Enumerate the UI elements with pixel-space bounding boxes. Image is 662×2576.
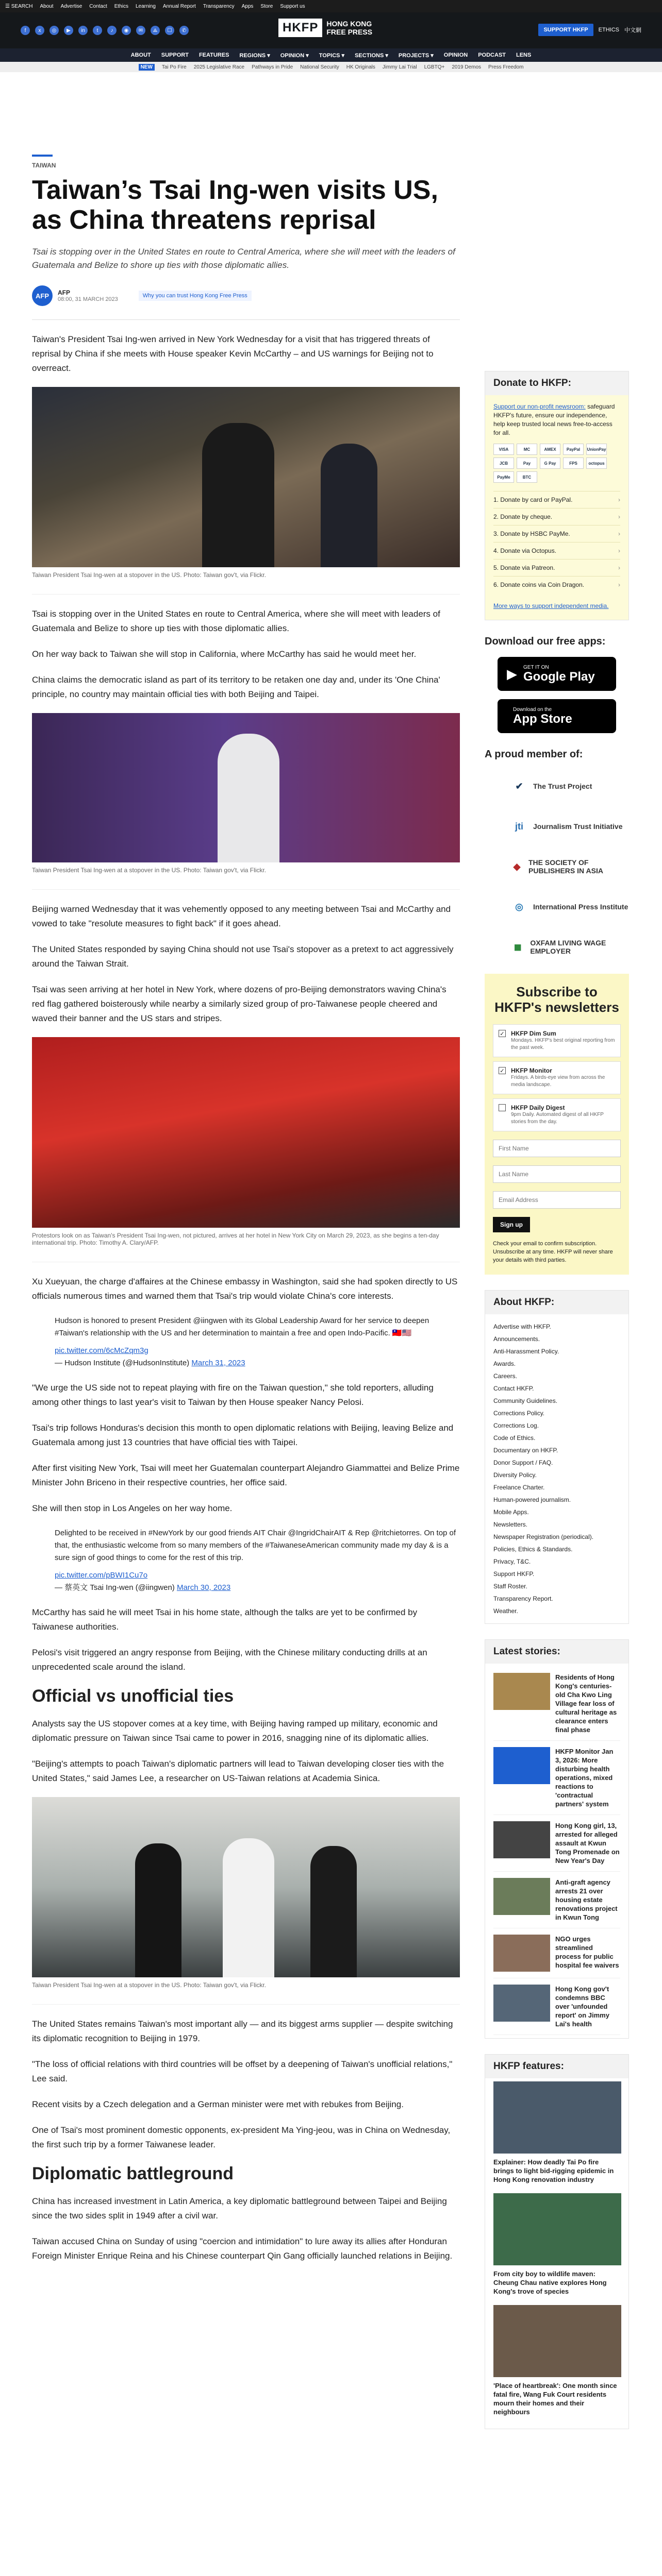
figure-shape bbox=[135, 1843, 181, 1977]
newsletter-option-text bbox=[511, 1104, 615, 1126]
last-name-input[interactable] bbox=[493, 1165, 621, 1183]
article-photo bbox=[32, 1037, 460, 1228]
donate-option[interactable] bbox=[493, 491, 620, 508]
member-mark-icon: ◎ bbox=[515, 901, 523, 912]
newsletter-widget bbox=[485, 974, 629, 1275]
figure-shape bbox=[321, 444, 377, 567]
article-photo bbox=[32, 1797, 460, 1977]
article-lede: Tsai is stopping over in the United States en route to Central America, where she will meet with the leaders of Guatemala and Belize to shore up ties with those diplomatic allies. bbox=[32, 247, 455, 270]
newsletter-option[interactable] bbox=[493, 1024, 621, 1057]
about-link[interactable]: Diversity Policy. bbox=[493, 1471, 537, 1479]
feature-item[interactable] bbox=[493, 2081, 620, 2184]
topic-link[interactable]: 2025 Legislative Race bbox=[193, 64, 245, 70]
about-link[interactable]: Careers. bbox=[493, 1372, 518, 1380]
social-icons bbox=[21, 26, 189, 35]
contact-link[interactable]: Contact bbox=[89, 3, 107, 9]
author-avatar: AFP bbox=[32, 285, 53, 306]
figure-shape bbox=[310, 1846, 357, 1977]
story-thumbnail bbox=[493, 1935, 550, 1972]
payment-card-icon: octopus bbox=[586, 457, 607, 469]
social-icon[interactable]: ⟁ bbox=[151, 26, 160, 35]
member-name: The Trust Project bbox=[533, 782, 592, 790]
about-link[interactable]: Policies, Ethics & Standards. bbox=[493, 1546, 573, 1553]
payment-card-icon: Pay bbox=[517, 457, 537, 469]
feature-title: 'Place of heartbreak': One month since fatal fire, Wang Fuk Court residents mourn their homes and their neighbours bbox=[493, 2382, 617, 2416]
paragraph: Recent visits by a Czech delegation and a German minister were met with rebukes from Beijing. bbox=[32, 2099, 404, 2109]
paragraph: One of Tsai's most prominent domestic opponents, ex-president Ma Ying-jeou, was in China on Wednesday, the first such trip by a former Taiwanese leader. bbox=[32, 2125, 451, 2149]
google-play-small: GET IT ON bbox=[523, 664, 549, 670]
member-logo[interactable] bbox=[485, 930, 629, 963]
latest-story[interactable] bbox=[493, 1667, 620, 1741]
category-accent bbox=[32, 155, 53, 157]
nav-item[interactable]: SECTIONS ▾ bbox=[355, 52, 388, 59]
member-name: THE SOCIETY OF PUBLISHERS IN ASIA bbox=[528, 858, 603, 875]
paragraph: China has increased investment in Latin America, a key diplomatic battleground between Taipei and Beijing since the two sides split in 1949 after a civil war. bbox=[32, 2196, 447, 2221]
google-play-badge[interactable] bbox=[498, 657, 616, 691]
play-icon: ▶ bbox=[507, 666, 517, 682]
latest-title: Latest stories: bbox=[485, 1640, 628, 1664]
latest-story[interactable] bbox=[493, 1815, 620, 1872]
logo-line-2: FREE PRESS bbox=[326, 28, 373, 36]
paragraph: "We urge the US side not to repeat playing with fire on the Taiwan question," she told reporters, alluding among other things to last year's visit to Taiwan by then House speaker Nancy Pelosi. bbox=[32, 1383, 434, 1407]
site-header bbox=[0, 12, 662, 48]
social-icon[interactable]: ◉ bbox=[122, 26, 131, 35]
store-link[interactable]: Store bbox=[260, 3, 273, 9]
about-link[interactable]: Privacy, T&C. bbox=[493, 1558, 531, 1565]
donate-option[interactable] bbox=[493, 559, 620, 576]
payment-card-icon: AMEX bbox=[540, 444, 560, 455]
newsletter-option-text bbox=[511, 1030, 615, 1052]
donate-option-label: 1. Donate by card or PayPal. bbox=[493, 496, 573, 503]
nav-item[interactable]: PROJECTS ▾ bbox=[398, 52, 434, 59]
about-link[interactable]: Corrections Policy. bbox=[493, 1410, 545, 1417]
about-title: About HKFP: bbox=[485, 1291, 628, 1314]
topic-link[interactable]: 2019 Demos bbox=[452, 64, 482, 70]
paragraph: "The loss of official relations with third countries will be offset by a deepening of Taiwan's unofficial relations," Lee said. bbox=[32, 2059, 453, 2083]
payment-card-icon: BTC bbox=[517, 471, 537, 483]
support-hkfp-button[interactable]: SUPPORT HKFP bbox=[538, 24, 593, 36]
first-name-input[interactable] bbox=[493, 1140, 621, 1157]
member-name: International Press Institute bbox=[533, 903, 628, 911]
paragraph: "Beijing's attempts to poach Taiwan's diplomatic partners will lead to Taiwan developing closer ties with the United States," said James Lee, a researcher on US-Taiwan relations at Academia Sinica. bbox=[32, 1759, 444, 1783]
story-thumbnail bbox=[493, 1985, 550, 2022]
nav-item[interactable]: OPINION bbox=[443, 52, 468, 58]
nav-item[interactable]: ABOUT bbox=[130, 52, 151, 58]
newsletter-desc: 9pm Daily. Automated digest of all HKFP stories from the day. bbox=[511, 1112, 604, 1125]
paragraph: The United States responded by saying China should not use Tsai's stopover as a pretext to act aggressively around the Taiwan Strait. bbox=[32, 944, 454, 969]
member-title: A proud member of: bbox=[485, 749, 583, 760]
payment-card-icon: MC bbox=[517, 444, 537, 455]
donate-option[interactable] bbox=[493, 508, 620, 525]
newsletter-desc: Mondays. HKFP's best original reporting from the past week. bbox=[511, 1038, 615, 1050]
donate-intro-text: safeguard HKFP's future, ensure our independence, help keep trusted local news free-to-access for all. bbox=[493, 403, 615, 436]
nav-item[interactable]: FEATURES bbox=[198, 52, 229, 58]
latest-story[interactable] bbox=[493, 1741, 620, 1815]
google-play-big: Google Play bbox=[523, 669, 595, 684]
transparency-link[interactable]: Transparency bbox=[203, 3, 235, 9]
topic-link[interactable]: LGBTQ+ bbox=[424, 64, 445, 70]
apps-title: Download our free apps: bbox=[485, 636, 606, 647]
donate-option-label: 5. Donate via Patreon. bbox=[493, 564, 555, 571]
chevron-right-icon: › bbox=[618, 496, 620, 503]
paragraph: Taiwan accused China on Sunday of using "coercion and intimidation" to lure away its allies after Honduran Foreign Minister Enrique Reina and his Chinese counterpart Qin Gang officially launched relations in Beijing. bbox=[32, 2236, 453, 2261]
logo-mark: HKFP bbox=[278, 19, 322, 37]
newsletter-title: Subscribe to HKFP's newsletters bbox=[494, 984, 619, 1015]
donate-title: Donate to HKFP: bbox=[485, 371, 628, 395]
payment-card-icon: PayMe bbox=[493, 471, 514, 483]
about-link[interactable]: Human-powered journalism. bbox=[493, 1496, 571, 1503]
tweet-date[interactable]: March 30, 2023 bbox=[176, 1583, 231, 1592]
donate-body bbox=[485, 395, 628, 620]
embedded-tweet bbox=[32, 1315, 460, 1369]
donate-option-label: 2. Donate by cheque. bbox=[493, 513, 553, 520]
chevron-right-icon: › bbox=[618, 530, 620, 537]
latest-widget bbox=[485, 1639, 629, 2039]
donate-options bbox=[493, 491, 620, 593]
support-us-link[interactable]: Support us bbox=[280, 3, 305, 9]
paragraph: Beijing warned Wednesday that it was vehemently opposed to any meeting between Tsai and McCarthy and vowed to take "resolute measures to fight back" if it goes ahead. bbox=[32, 904, 451, 928]
paragraph: Pelosi's visit triggered an angry response from Beijing, with the Chinese military conducting drills at an unprecedented scale around the island. bbox=[32, 1648, 427, 1672]
byline-text bbox=[58, 289, 118, 302]
figure-shape bbox=[218, 734, 279, 862]
byline bbox=[32, 285, 460, 320]
figure-shape bbox=[223, 1838, 274, 1977]
about-link[interactable]: Code of Ethics. bbox=[493, 1434, 536, 1442]
paragraph: Tsai was seen arriving at her hotel in New York, where dozens of pro-Beijing demonstrators waving China's red flag gathered boisterously while nearby a similarly sized group of pro-Taiwanese people cheered and waved their banner and the US stars and stripes. bbox=[32, 985, 446, 1023]
paragraph: McCarthy has said he will meet Tsai in his home state, although the talks are yet to be confirmed by Taiwanese authorities. bbox=[32, 1607, 418, 1632]
story-thumbnail bbox=[493, 1821, 550, 1858]
embedded-tweet bbox=[32, 1527, 460, 1594]
newsletter-option[interactable] bbox=[493, 1098, 621, 1131]
new-badge: NEW bbox=[139, 64, 155, 71]
newsletter-desc: Fridays. A birds-eye view from across the media landscape. bbox=[511, 1075, 605, 1088]
about-widget bbox=[485, 1290, 629, 1624]
nav-item[interactable]: LENS bbox=[516, 52, 532, 58]
about-link[interactable]: Freelance Charter. bbox=[493, 1484, 545, 1491]
tweet-link[interactable]: pic.twitter.com/6cMcZqm3g bbox=[55, 1346, 148, 1355]
member-name: Journalism Trust Initiative bbox=[533, 822, 623, 831]
section-heading: Official vs unofficial ties bbox=[32, 1686, 234, 1706]
topic-link[interactable]: Jimmy Lai Trial bbox=[382, 64, 417, 70]
about-link[interactable]: Contact HKFP. bbox=[493, 1385, 534, 1392]
paragraph: On her way back to Taiwan she will stop in California, where McCarthy has said he would meet her. bbox=[32, 649, 417, 659]
more-ways-link[interactable]: More ways to support independent media. bbox=[493, 602, 609, 609]
newsletter-name: HKFP Daily Digest bbox=[511, 1104, 565, 1111]
nav-item[interactable]: OPINION ▾ bbox=[280, 52, 309, 59]
tweet-attribution: — Hudson Institute (@HudsonInstitute) bbox=[55, 1359, 190, 1367]
newsletter-fine-print: Check your email to confirm subscription. Unsubscribe at any time. HKFP will never share your details with third parties. bbox=[493, 1241, 613, 1263]
social-icon[interactable]: ▶ bbox=[64, 26, 73, 35]
feature-image bbox=[493, 2193, 621, 2265]
about-link[interactable]: Weather. bbox=[493, 1607, 518, 1615]
member-mark-icon: ✔ bbox=[515, 781, 523, 791]
newsletter-option[interactable] bbox=[493, 1061, 621, 1094]
section-heading: Diplomatic battleground bbox=[32, 2164, 234, 2183]
features-list bbox=[485, 2078, 628, 2429]
payment-card-icon: VISA bbox=[493, 444, 514, 455]
chevron-right-icon: › bbox=[618, 547, 620, 554]
story-thumbnail bbox=[493, 1673, 550, 1710]
topic-link[interactable]: Pathways in Pride bbox=[252, 64, 293, 70]
social-icon[interactable]: ◎ bbox=[49, 26, 59, 35]
about-link[interactable]: About bbox=[40, 3, 54, 9]
sidebar bbox=[485, 371, 629, 2445]
feature-item[interactable] bbox=[493, 2305, 620, 2416]
about-link[interactable]: Advertise with HKFP. bbox=[493, 1323, 551, 1330]
newsletter-option-text bbox=[511, 1067, 615, 1089]
donate-option-label: 4. Donate via Octopus. bbox=[493, 547, 557, 554]
feature-image bbox=[493, 2305, 621, 2377]
social-icon[interactable]: ☐ bbox=[165, 26, 174, 35]
about-link[interactable]: Support HKFP. bbox=[493, 1570, 535, 1578]
donate-option-label: 3. Donate by HSBC PayMe. bbox=[493, 530, 570, 537]
donate-option[interactable] bbox=[493, 576, 620, 593]
tweet-attribution: — 蔡英文 Tsai Ing-wen (@iingwen) bbox=[55, 1583, 175, 1592]
features-widget bbox=[485, 2054, 629, 2429]
about-link[interactable]: Donor Support / FAQ. bbox=[493, 1459, 553, 1466]
tweet-text: Hudson is honored to present President @iingwen with its Global Leadership Award for her service to deepen #Taiwan's relationship with the US and her determination to maintain a free and open Indo-Pacific. 🇹🇼🇺🇸 bbox=[55, 1316, 429, 1337]
story-title: Anti-graft agency arrests 21 over housing estate renovations project in Kwun Tong bbox=[555, 1878, 618, 1921]
app-store-text bbox=[513, 707, 572, 726]
search-link[interactable]: ☰ SEARCH bbox=[5, 3, 33, 9]
checkbox[interactable]: ✓ bbox=[499, 1067, 506, 1074]
member-logo[interactable] bbox=[485, 770, 629, 803]
story-title: Hong Kong gov't condemns BBC over 'unfounded report' on Jimmy Lai's health bbox=[555, 1985, 609, 2028]
member-logos bbox=[485, 770, 629, 963]
about-links bbox=[485, 1314, 628, 1623]
about-link[interactable]: Mobile Apps. bbox=[493, 1509, 529, 1516]
paragraph: The United States remains Taiwan's most important ally — and its biggest arms supplier — despite switching its diplomatic recognition to Beijing in 1979. bbox=[32, 2019, 453, 2043]
ethics-header-link[interactable]: ETHICS bbox=[598, 27, 619, 33]
story-title: NGO urges streamlined process for public hospital fee waivers bbox=[555, 1935, 619, 1969]
paragraph: China claims the democratic island as part of its territory to be retaken one day and, under its 'One China' principle, no country may maintain official ties with both Beijing and Taipei. bbox=[32, 675, 440, 699]
donate-option[interactable] bbox=[493, 525, 620, 542]
ethics-link[interactable]: Ethics bbox=[114, 3, 128, 9]
paragraph: Xu Xueyuan, the charge d'affaires at the Chinese embassy in Washington, said she had spoken directly to US officials numerous times and warned them that Tsai's trip would violate China's core interests. bbox=[32, 1277, 458, 1301]
tweet-date[interactable]: March 31, 2023 bbox=[191, 1359, 245, 1367]
nav-item[interactable]: REGIONS ▾ bbox=[239, 52, 270, 59]
top-bar bbox=[0, 0, 662, 12]
features-title: HKFP features: bbox=[485, 2055, 628, 2078]
payment-methods bbox=[493, 444, 620, 483]
photo-caption: Taiwan President Tsai Ing-wen at a stopover in the US. Photo: Taiwan gov't, via Flickr. bbox=[32, 862, 460, 890]
paragraph: Analysts say the US stopover comes at a key time, with Beijing having ramped up military, economic and diplomatic pressure on Taiwan since Tsai came to power in 2016, snagging nine of its diplomatic allies. bbox=[32, 1719, 438, 1743]
header-actions bbox=[538, 24, 641, 36]
about-link[interactable]: Announcements. bbox=[493, 1335, 540, 1343]
signup-button[interactable]: Sign up bbox=[493, 1217, 530, 1232]
payment-card-icon: FPS bbox=[563, 457, 584, 469]
app-store-small: Download on the bbox=[513, 706, 552, 713]
feature-item[interactable] bbox=[493, 2193, 620, 2296]
paragraph: She will then stop in Los Angeles on her way home. bbox=[32, 1503, 233, 1513]
about-link[interactable]: Newsletters. bbox=[493, 1521, 528, 1528]
article-photo bbox=[32, 713, 460, 862]
social-icon[interactable]: ✆ bbox=[179, 26, 189, 35]
story-thumbnail bbox=[493, 1878, 550, 1915]
checkbox[interactable]: ✓ bbox=[499, 1030, 506, 1037]
about-link[interactable]: Transparency Report. bbox=[493, 1595, 553, 1602]
latest-story[interactable] bbox=[493, 1872, 620, 1928]
feature-title: Explainer: How deadly Tai Po fire brings to light bid-rigging epidemic in Hong Kong renovation industry bbox=[493, 2158, 614, 2183]
app-store-big: App Store bbox=[513, 711, 572, 726]
photo-caption: Taiwan President Tsai Ing-wen at a stopover in the US. Photo: Taiwan gov't, via Flickr. bbox=[32, 567, 460, 595]
member-logo[interactable] bbox=[485, 890, 629, 923]
feature-title: From city boy to wildlife maven: Cheung Chau native explores Hong Kong's trove of species bbox=[493, 2270, 607, 2295]
advertise-link[interactable]: Advertise bbox=[60, 3, 82, 9]
about-link[interactable]: Awards. bbox=[493, 1360, 516, 1367]
nav-item[interactable]: TOPICS ▾ bbox=[319, 52, 345, 59]
about-link[interactable]: Community Guidelines. bbox=[493, 1397, 558, 1404]
publish-date: 08:00, 31 MARCH 2023 bbox=[58, 296, 118, 302]
donate-widget bbox=[485, 371, 629, 620]
social-icon[interactable]: f bbox=[21, 26, 30, 35]
nav-item[interactable]: PODCAST bbox=[478, 52, 506, 58]
article bbox=[32, 155, 460, 2275]
newsletter-options bbox=[493, 1024, 621, 1131]
chevron-right-icon: › bbox=[618, 581, 620, 588]
chevron-right-icon: › bbox=[618, 513, 620, 520]
logo-line-1: HONG KONG bbox=[326, 20, 372, 28]
about-link[interactable]: Documentary on HKFP. bbox=[493, 1447, 558, 1454]
search-label: SEARCH bbox=[11, 3, 33, 9]
trust-link[interactable]: Why you can trust Hong Kong Free Press bbox=[139, 291, 252, 301]
latest-list bbox=[485, 1664, 628, 2038]
apps-link[interactable]: Apps bbox=[241, 3, 254, 9]
paragraph: Taiwan's President Tsai Ing-wen arrived in New York Wednesday for a visit that has triggered threats of reprisal by China if she meets with House speaker Kevin McCarthy – and US warnings for Beijing not to overreact. bbox=[32, 334, 434, 373]
paragraph: After first visiting New York, Tsai will meet her Guatemalan counterpart Alejandro Giammattei and Belize Prime Minister John Briceno in their respective countries, her office said. bbox=[32, 1463, 460, 1487]
member-logo[interactable] bbox=[485, 810, 629, 843]
photo-caption: Protestors look on as Taiwan's President Tsai Ing-wen, not pictured, arrives at her hotel in New York City on March 29, 2023, as she begins a ten-day international trip. Photo: Timothy A. Clary/AFP. bbox=[32, 1228, 460, 1262]
topic-link[interactable]: HK Originals bbox=[346, 64, 375, 70]
checkbox[interactable] bbox=[499, 1104, 506, 1111]
figure-shape bbox=[202, 423, 274, 567]
newsletter-name: HKFP Dim Sum bbox=[511, 1030, 556, 1037]
latest-story[interactable] bbox=[493, 1978, 620, 2035]
feature-image bbox=[493, 2081, 621, 2154]
email-input[interactable] bbox=[493, 1191, 621, 1209]
article-title: Taiwan’s Tsai Ing-wen visits US, as China threatens reprisal bbox=[32, 175, 438, 235]
member-name: OXFAM LIVING WAGE EMPLOYER bbox=[530, 939, 606, 955]
member-mark-icon: ◼ bbox=[514, 941, 522, 952]
social-icon[interactable]: t bbox=[93, 26, 102, 35]
main-nav bbox=[0, 48, 662, 62]
nav-item[interactable]: SUPPORT bbox=[161, 52, 189, 58]
story-title: HKFP Monitor Jan 3, 2026: More disturbing health operations, mixed reactions to 'contractual partners' system bbox=[555, 1748, 614, 1808]
annual-report-link[interactable]: Annual Report bbox=[162, 3, 196, 9]
social-icon[interactable]: in bbox=[78, 26, 88, 35]
member-widget bbox=[485, 749, 629, 963]
story-title: Hong Kong girl, 13, arrested for alleged assault at Kwun Tong Promenade on New Year's Day bbox=[555, 1822, 620, 1865]
about-link[interactable]: Staff Roster. bbox=[493, 1583, 527, 1590]
donate-intro bbox=[493, 402, 620, 437]
chevron-right-icon: › bbox=[618, 564, 620, 571]
paragraph: Tsai's trip follows Honduras's decision this month to open diplomatic relations with Beijing, leaving Belize and Guatemala among just 13 countries that have official ties with Taipei. bbox=[32, 1423, 454, 1447]
donate-option-label: 6. Donate coins via Coin Dragon. bbox=[493, 581, 585, 588]
donate-option[interactable] bbox=[493, 542, 620, 559]
photo-caption: Taiwan President Tsai Ing-wen at a stopover in the US. Photo: Taiwan gov't, via Flickr. bbox=[32, 1977, 460, 2005]
donate-intro-link[interactable]: Support our non-profit newsroom: bbox=[493, 403, 586, 410]
payment-card-icon: PayPal bbox=[563, 444, 584, 455]
about-link[interactable]: Corrections Log. bbox=[493, 1422, 539, 1429]
member-mark-icon: jti bbox=[515, 821, 523, 832]
app-store-badge[interactable] bbox=[498, 699, 616, 733]
author-name[interactable]: AFP bbox=[58, 289, 70, 296]
article-category[interactable]: TAIWAN bbox=[32, 162, 56, 169]
payment-card-icon: JCB bbox=[493, 457, 514, 469]
topic-bar bbox=[0, 62, 662, 72]
topic-link[interactable]: Tai Po Fire bbox=[161, 64, 187, 70]
social-icon[interactable]: ✉ bbox=[136, 26, 145, 35]
tweet-link[interactable]: pic.twitter.com/pBWI1Cu7o bbox=[55, 1571, 148, 1580]
member-logo[interactable] bbox=[485, 850, 629, 883]
tweet-text: Delighted to be received in #NewYork by our good friends AIT Chair @IngridChairAIT & Rep @ritchietorres. On top of that, the enthusiastic welcome from so many members of the #TaiwaneseAmerican community made my day & is a sure sign of good things to come for the rest of this trip. bbox=[55, 1529, 456, 1562]
paragraph: Tsai is stopping over in the United States en route to Central America, where she will meet with leaders of Guatemala and Belize to shore up ties with those diplomatic allies. bbox=[32, 609, 440, 633]
member-mark-icon: ◆ bbox=[513, 861, 521, 872]
about-link[interactable]: Anti-Harassment Policy. bbox=[493, 1348, 559, 1355]
learning-link[interactable]: Learning bbox=[135, 3, 156, 9]
google-play-text bbox=[523, 665, 595, 684]
story-thumbnail bbox=[493, 1747, 550, 1784]
site-logo[interactable] bbox=[278, 19, 372, 37]
payment-card-icon: G Pay bbox=[540, 457, 560, 469]
topic-link[interactable]: Press Freedom bbox=[488, 64, 524, 70]
latest-story[interactable] bbox=[493, 1928, 620, 1978]
payment-card-icon: UnionPay bbox=[586, 444, 607, 455]
chinese-site-link[interactable]: 中文網 bbox=[624, 27, 641, 33]
social-icon[interactable]: ♪ bbox=[107, 26, 117, 35]
article-photo bbox=[32, 387, 460, 567]
apps-widget bbox=[485, 636, 629, 733]
logo-text bbox=[326, 20, 372, 36]
social-icon[interactable]: x bbox=[35, 26, 44, 35]
about-link[interactable]: Newspaper Registration (periodical). bbox=[493, 1533, 594, 1540]
newsletter-name: HKFP Monitor bbox=[511, 1067, 552, 1074]
story-title: Residents of Hong Kong's centuries-old Cha Kwo Ling Village fear loss of cultural heritage as clearance enters final phase bbox=[555, 1673, 617, 1734]
topic-link[interactable]: National Security bbox=[300, 64, 339, 70]
